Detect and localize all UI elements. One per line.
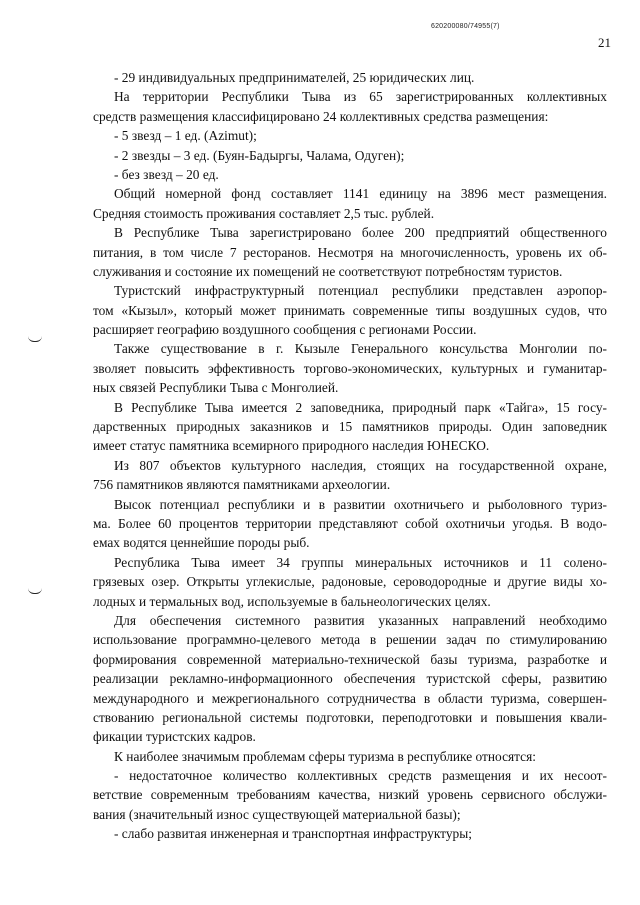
text-line: Также существование в г. Кызыле Генерального консульства Монголии по- [114, 341, 607, 357]
text-line: фикации туристских кадров. [93, 729, 256, 745]
text-line: К наиболее значимым проблемам сферы туризма в республике относятся: [114, 748, 537, 764]
text-line: В Республике Тыва имеется 2 заповедника, природный парк «Тайга», 15 госу- [114, 399, 607, 415]
text-line: Туристский инфраструктурный потенциал республики представлен аэропор- [114, 283, 607, 299]
text-line: питания, в том числе 7 ресторанов. Несмотря на многочисленность, уровень их об- [93, 244, 607, 260]
text-line: имеет статус памятника всемирного природного наследия ЮНЕСКО. [93, 438, 490, 454]
text-line: том «Кызыл», который может принимать современные типы воздушных судов, что [93, 302, 607, 318]
text-line: - без звезд – 20 ед. [114, 166, 219, 182]
text-line: международного и межрегионального сотрудничества в области туризма, совершен- [93, 690, 607, 706]
text-line: использование программно-целевого метода в решении задач по стимулированию [93, 632, 607, 648]
text-line: Из 807 объектов культурного наследия, стоящих на государственной охране, [114, 457, 607, 473]
text-line: ветствие современным требованиям качества, низкий уровень сервисного обслужи- [93, 787, 607, 803]
text-line: - 29 индивидуальных предпринимателей, 25 юридических лиц. [114, 70, 475, 85]
text-line: зволяет повысить эффективность торгово-экономических, культурных и гуманитар- [93, 360, 607, 376]
text-line: Средняя стоимость проживания составляет 2,5 тыс. рублей. [93, 205, 435, 221]
text-line: Республика Тыва имеет 34 группы минеральных источников и 11 солено- [114, 554, 607, 570]
text-line: реализации рекламно-информационного обеспечения туристской сферы, развитию [93, 671, 607, 687]
text-line: грязевых озер. Открыты углекислые, радоновые, сероводородные и другие виды хо- [93, 574, 607, 590]
text-line: ма. Более 60 процентов территории представляют собой охотничьи угодья. В водо- [93, 515, 607, 531]
text-line: средств размещения классифицировано 24 коллективных средства размещения: [93, 108, 549, 124]
text-line: 756 памятников являются памятниками археологии. [93, 477, 391, 493]
text-line: Общий номерной фонд составляет 1141 единицу на 3896 мест размещения. [114, 186, 607, 202]
text-line: Для обеспечения системного развития указанных направлений необходимо [114, 612, 607, 628]
text-line: вания (значительный износ существующей материальной базы); [93, 806, 461, 822]
document-code: 620200080/74955(7) [431, 23, 500, 30]
text-line: - 2 звезды – 3 ед. (Буян-Бадыргы, Чалама, Одуген); [114, 147, 405, 163]
text-line: В Республике Тыва зарегистрировано более 200 предприятий общественного [114, 225, 607, 241]
text-line: дарственных природных заказников и 15 памятников природы. Один заповедник [93, 419, 607, 435]
page-number: 21 [598, 35, 611, 50]
text-line: расширяет географию воздушного сообщения с регионами России. [93, 322, 477, 338]
text-line: формирования современной материально-технической базы туризма, разработке и [93, 651, 607, 667]
text-line: На территории Республики Тыва из 65 зарегистрированных коллективных [114, 89, 607, 105]
text-line: емах водятся ценнейшие породы рыб. [93, 535, 310, 551]
text-line: лодных и термальных вод, используемые в бальнеологических целях. [93, 593, 491, 609]
text-line: - 5 звезд – 1 ед. (Azimut); [114, 128, 257, 144]
text-line: ных связей Республики Тыва с Монголией. [93, 380, 339, 396]
text-line: - недостаточное количество коллективных средств размещения и их несоот- [114, 768, 607, 784]
margin-mark [28, 588, 42, 594]
text-line: служивания и состояние их помещений не соответствуют потребностям туристов. [93, 263, 563, 279]
text-line: Высок потенциал республики и в развитии охотничьего и рыболовного туриз- [114, 496, 607, 512]
text-line: - слабо развитая инженерная и транспортная инфраструктуры; [114, 826, 472, 842]
body-text [93, 68, 607, 844]
margin-mark [28, 336, 42, 342]
text-line: ствованию региональной системы подготовки, переподготовки и повышения квали- [93, 709, 607, 725]
